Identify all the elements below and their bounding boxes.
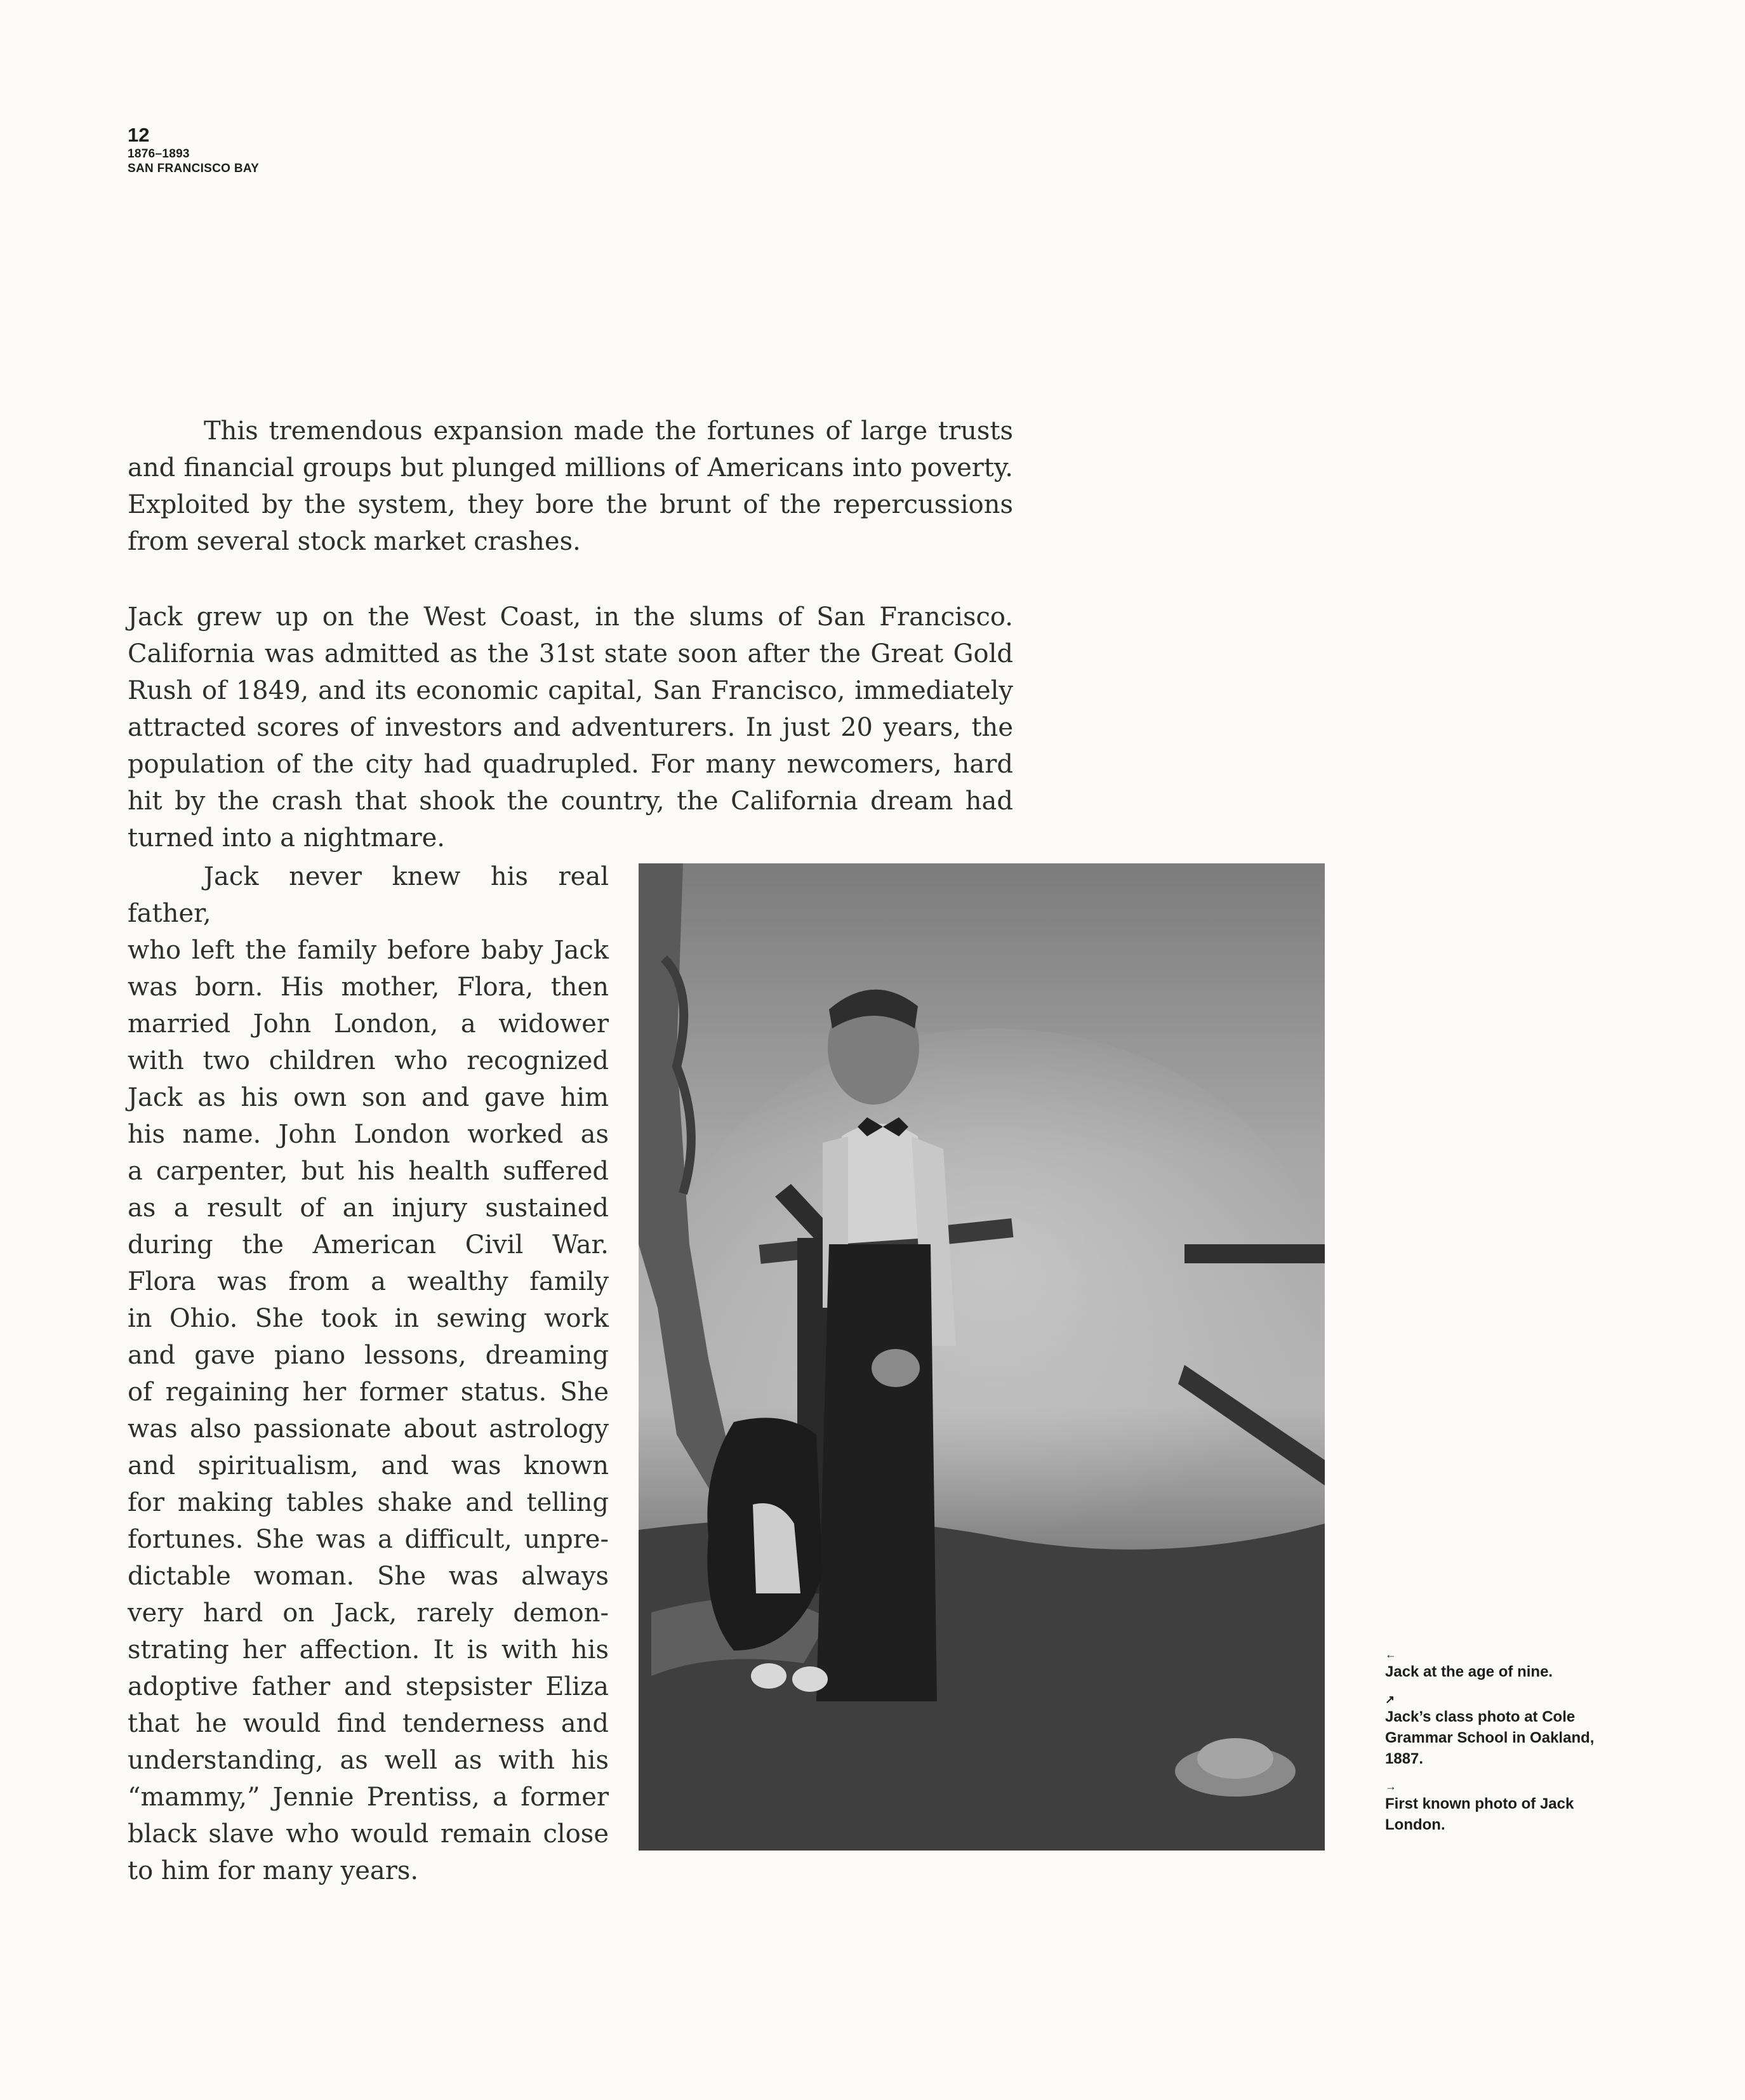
caption-text: Jack at the age of nine. [1385, 1663, 1553, 1680]
text-line: very hard on Jack, rarely demon- [128, 1598, 609, 1628]
paragraph-west-coast [128, 599, 1013, 856]
text-line: that he would find tenderness and [128, 1709, 609, 1738]
text-line: who left the family before baby Jack [128, 936, 609, 965]
text-line: black slave who would remain close [128, 1819, 609, 1849]
text-line: for making tables shake and telling [128, 1488, 609, 1517]
arrow-right-icon: → [1385, 1780, 1397, 1793]
text-line: attracted scores of investors and adventurers. In just 20 years, the [128, 713, 1013, 742]
text-line: Jack never knew his real father, [128, 862, 609, 928]
text-line: Jack grew up on the West Coast, in the slums of San Francisco. [128, 602, 1013, 632]
arrow-left-icon: ← [1385, 1648, 1397, 1661]
text-line: with two children who recognized [128, 1046, 609, 1075]
text-line: was also passionate about astrology [128, 1414, 609, 1444]
photo-illustration [639, 863, 1325, 1851]
text-line: turned into a nightmare. [128, 823, 445, 853]
text-line: Flora was from a wealthy family [128, 1267, 609, 1296]
text-line: to him for many years. [128, 1856, 419, 1885]
text-line: “mammy,” Jennie Prentiss, a former [128, 1783, 609, 1812]
text-line: was born. His mother, Flora, then [128, 973, 609, 1002]
paragraph-father [128, 858, 609, 1889]
caption-item [1385, 1779, 1626, 1835]
text-line: hit by the crash that shook the country, the California dream had [128, 787, 1013, 816]
text-line: Jack as his own son and gave him [128, 1083, 609, 1112]
text-line: and spiritualism, and was known [128, 1451, 609, 1480]
photo-jack-age-nine [639, 863, 1325, 1851]
paragraph-text: This tremendous expansion made the fortunes of large trusts and financial groups but plunged millions of Americans into poverty. Exploited by the system, they bore the brunt of the repercussions from several stock market crashes. [128, 416, 1013, 556]
caption-text: First known photo of Jack London. [1385, 1795, 1574, 1833]
text-line: strating her affection. It is with his [128, 1635, 609, 1665]
text-line: and gave piano lessons, dreaming [128, 1341, 609, 1370]
text-line: Rush of 1849, and its economic capital, San Francisco, immediately [128, 676, 1013, 705]
text-line: married John London, a widower [128, 1009, 609, 1039]
text-line: during the American Civil War. [128, 1230, 609, 1259]
text-line: a carpenter, but his health suffered [128, 1157, 609, 1186]
text-line: of regaining her former status. She [128, 1378, 609, 1407]
header-years: 1876–1893 [128, 147, 190, 161]
text-line: as a result of an injury sustained [128, 1193, 609, 1223]
text-line: understanding, as well as with his [128, 1746, 609, 1775]
text-line: his name. John London worked as [128, 1120, 609, 1149]
text-line: adoptive father and stepsister Eliza [128, 1672, 609, 1701]
text-line: fortunes. She was a difficult, unpre- [128, 1525, 609, 1554]
caption-item [1385, 1647, 1626, 1682]
paragraph-expansion [128, 413, 1013, 560]
text-line: dictable woman. She was always [128, 1562, 609, 1591]
text-line: in Ohio. She took in sewing work [128, 1304, 609, 1333]
running-header [128, 124, 259, 176]
caption-text: Jack’s class photo at Cole Grammar School in Oakland, 1887. [1385, 1708, 1595, 1767]
caption-item [1385, 1692, 1626, 1769]
header-place: SAN FRANCISCO BAY [128, 162, 260, 175]
text-line: population of the city had quadrupled. For many newcomers, hard [128, 750, 1013, 779]
photo-captions [1385, 1647, 1626, 1845]
page-number: 12 [128, 124, 150, 146]
arrow-up-right-icon: ↗ [1385, 1693, 1395, 1706]
text-line: California was admitted as the 31st state soon after the Great Gold [128, 639, 1013, 668]
